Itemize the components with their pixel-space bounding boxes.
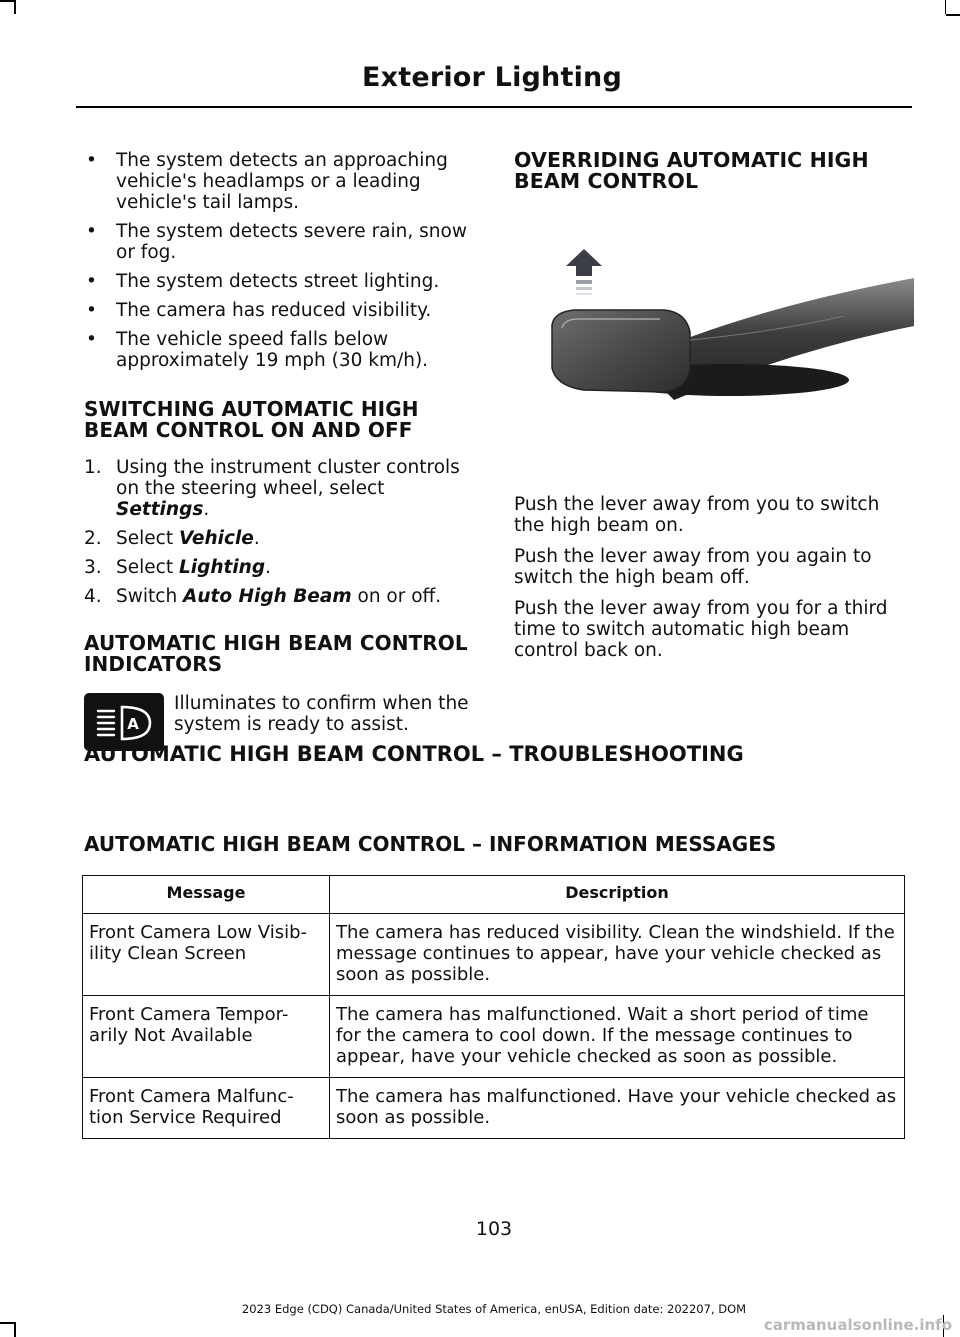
page-title: Exterior Lighting [361, 62, 622, 93]
table-row [83, 996, 905, 1078]
table-header-row [83, 876, 905, 914]
crop-mark-bottom-left-v [14, 1322, 16, 1337]
step-number: 2. [84, 528, 102, 549]
step-text-end: . [253, 528, 260, 549]
paragraph: Push the lever away from you again to switch the high beam off. [514, 546, 872, 588]
menu-term: Vehicle [178, 528, 254, 549]
step-number: 1. [84, 457, 102, 478]
section-heading-switching: SWITCHING AUTOMATIC HIGH BEAM CONTROL ON AND OFF [84, 397, 419, 442]
paragraph: Push the lever away from you to switch the high beam on. [514, 494, 880, 536]
message-cell: Front Camera Low Visib-ility Clean Screen [83, 914, 330, 996]
crop-mark-top-right [946, 14, 960, 16]
crop-mark-bottom-left [0, 1322, 14, 1324]
column-header-message: Message [83, 876, 330, 914]
step-item [84, 557, 479, 578]
push-arrow-icon [566, 249, 602, 295]
step-text: Switch [116, 586, 184, 607]
message-cell: Front Camera Tempor-arily Not Available [83, 996, 330, 1078]
step-item [84, 528, 479, 549]
indicator-description: Illuminates to confirm when the system is ready to assist. [174, 693, 469, 735]
watermark: carmanualsonline.info [763, 1316, 952, 1334]
section-heading-overriding: OVERRIDING AUTOMATIC HIGH BEAM CONTROL [514, 148, 869, 193]
lever-push-away-illustration [514, 240, 914, 440]
step-item [84, 457, 479, 520]
steps-list [84, 457, 479, 607]
menu-term: Auto High Beam [183, 586, 352, 607]
step-text: Using the instrument cluster controls on the steering wheel, select [116, 457, 460, 499]
override-paragraphs [514, 494, 910, 671]
list-item: • The vehicle speed falls below approximately 19 mph (30 km/h). [84, 329, 479, 371]
crop-mark-top-left-v [14, 0, 16, 14]
list-item: • The camera has reduced visibility. [84, 300, 479, 321]
left-column [84, 150, 479, 753]
list-item: • The system detects severe rain, snow or fog. [84, 221, 479, 263]
description-cell: The camera has malfunctioned. Wait a short period of time for the camera to cool down. If the message continues to appear, have your vehicle checked as soon as possible. [330, 996, 905, 1078]
footer-edition-info: 2023 Edge (CDQ) Canada/United States of America, enUSA, Edition date: 202207, DOM [241, 1302, 747, 1316]
section-heading-messages: AUTOMATIC HIGH BEAM CONTROL – INFORMATION MESSAGES [84, 832, 777, 856]
title-divider [76, 106, 912, 108]
step-text-end: on or off. [351, 586, 442, 607]
step-text: Select [116, 557, 179, 578]
crop-mark-top-left [0, 0, 14, 2]
step-text: Select [116, 528, 179, 549]
messages-table [82, 875, 905, 1139]
step-number: 4. [84, 586, 102, 607]
crop-mark-top-right-v [945, 0, 947, 14]
list-item: • The system detects street lighting. [84, 271, 479, 292]
svg-text:A: A [127, 715, 139, 733]
description-cell: The camera has reduced visibility. Clean the windshield. If the message continues to appear, have your vehicle checked as soon as possible. [330, 914, 905, 996]
right-column [514, 150, 910, 192]
step-text-end: . [265, 557, 271, 578]
page-number: 103 [475, 1218, 513, 1240]
step-item [84, 586, 479, 607]
step-text-end: . [203, 499, 210, 520]
message-cell: Front Camera Malfunc-tion Service Required [83, 1078, 330, 1139]
column-header-description: Description [330, 876, 905, 914]
menu-term: Settings [116, 499, 204, 520]
table-row [83, 1078, 905, 1139]
paragraph: Push the lever away from you for a third time to switch automatic high beam control back on. [514, 598, 888, 661]
section-heading-indicators: AUTOMATIC HIGH BEAM CONTROL INDICATORS [84, 631, 468, 676]
section-heading-troubleshooting: AUTOMATIC HIGH BEAM CONTROL – TROUBLESHOOTING [84, 742, 744, 766]
list-item: • The system detects an approaching vehicle's headlamps or a leading vehicle's tail lamps. [84, 150, 479, 213]
table-row [83, 914, 905, 996]
menu-term: Lighting [178, 557, 266, 578]
step-number: 3. [84, 557, 102, 578]
description-cell: The camera has malfunctioned. Have your vehicle checked as soon as possible. [330, 1078, 905, 1139]
condition-list [84, 150, 479, 371]
